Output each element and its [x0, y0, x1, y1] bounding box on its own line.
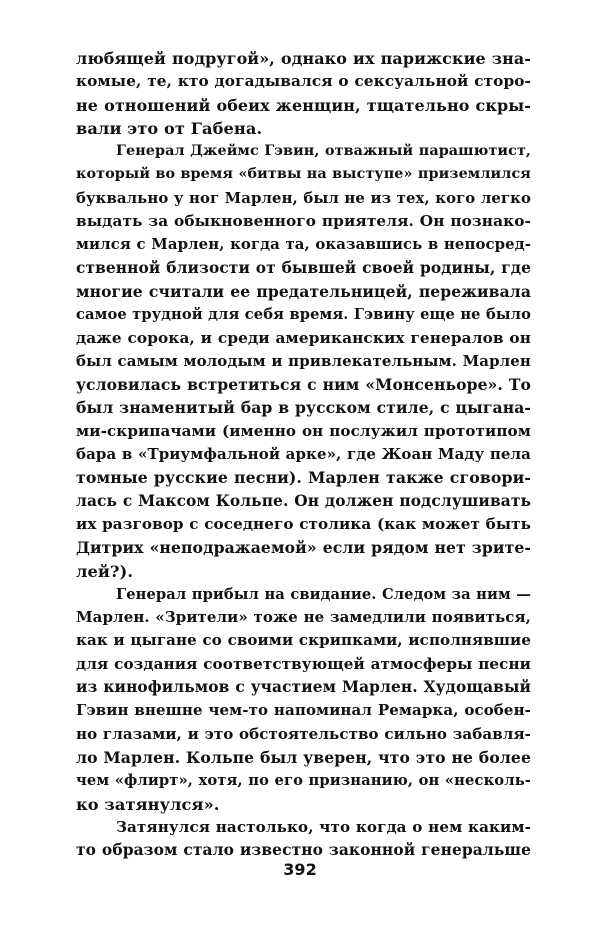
text-line: Марлен. «Зрители» тоже не замедлили появиться,: [76, 608, 531, 627]
text-line: условилась встретиться с ним «Монсеньоре». То: [76, 375, 531, 395]
text-line: ственной близости от бывшей своей родины, где: [76, 258, 531, 277]
text-line: Затянулся настолько, что когда о нем каким-: [116, 817, 531, 836]
text-line: лась с Максом Кольпе. Он должен подслушивать: [76, 491, 531, 510]
text-line: даже сорока, и среди американских генералов он: [76, 328, 531, 347]
text-line: не отношений обеих женщин, тщательно скры-: [76, 95, 531, 115]
text-line: ми-скрипачами (именно он послужил прототипом: [76, 421, 531, 440]
text-line: был знаменитый бар в русском стиле, с цыгана-: [76, 398, 531, 418]
text-line: который во время «битвы на выступе» приземлился: [76, 166, 531, 183]
text-line: любящей подругой», однако их парижские зна-: [76, 49, 531, 68]
text-line: был самым молодым и привлекательным. Марлен: [76, 351, 531, 370]
text-line: Гэвин внешне чем-то напоминал Ремарка, особен-: [76, 701, 531, 720]
text-line: выдать за обыкновенного приятеля. Он познако-: [76, 212, 531, 231]
text-line: но глазами, и это обстоятельство сильно забавля-: [76, 724, 531, 743]
text-line: буквально у ног Марлен, был не из тех, кого легко: [76, 188, 531, 207]
page-number: 392: [283, 860, 317, 879]
text-line: из кинофильмов с участием Марлен. Худощавый: [76, 678, 531, 697]
text-line: мился с Марлен, когда та, оказавшись в непосред-: [76, 235, 531, 254]
text-line: лей?).: [76, 561, 134, 581]
text-line: Дитрих «неподражаемой» если рядом нет зрите-: [76, 538, 531, 558]
text-line: многие считали ее предательницей, переживала: [76, 281, 531, 301]
text-line: самое трудной для себя время. Гэвину еще не было: [76, 306, 531, 324]
text-line: бара в «Триумфальной арке», где Жоан Маду пела: [76, 445, 531, 464]
text-line: комые, те, кто догадывался о сексуальной сторо-: [76, 72, 531, 91]
text-line: как и цыгане со своими скрипками, исполнявшие: [76, 631, 531, 650]
text-line: вали это от Габена.: [76, 118, 263, 138]
text-line: их разговор с соседнего столика (как может быть: [76, 514, 531, 533]
text-line: Генерал Джеймс Гэвин, отважный парашютист,: [116, 143, 531, 160]
text-line: ло Марлен. Кольпе был уверен, что это не более: [76, 747, 531, 767]
page-body: [76, 47, 531, 862]
text-line: Генерал прибыл на свидание. Следом за ним —: [116, 585, 531, 603]
text-line: томные русские песни). Марлен также сговори-: [76, 468, 531, 488]
text-line: ко затянулся».: [76, 794, 220, 814]
text-line: чем «флирт», хотя, по его признанию, он «несколь-: [76, 772, 531, 790]
text-line: то образом стало известно законной генеральше: [76, 841, 531, 860]
text-line: для создания соответствующей атмосферы песни: [76, 654, 531, 673]
